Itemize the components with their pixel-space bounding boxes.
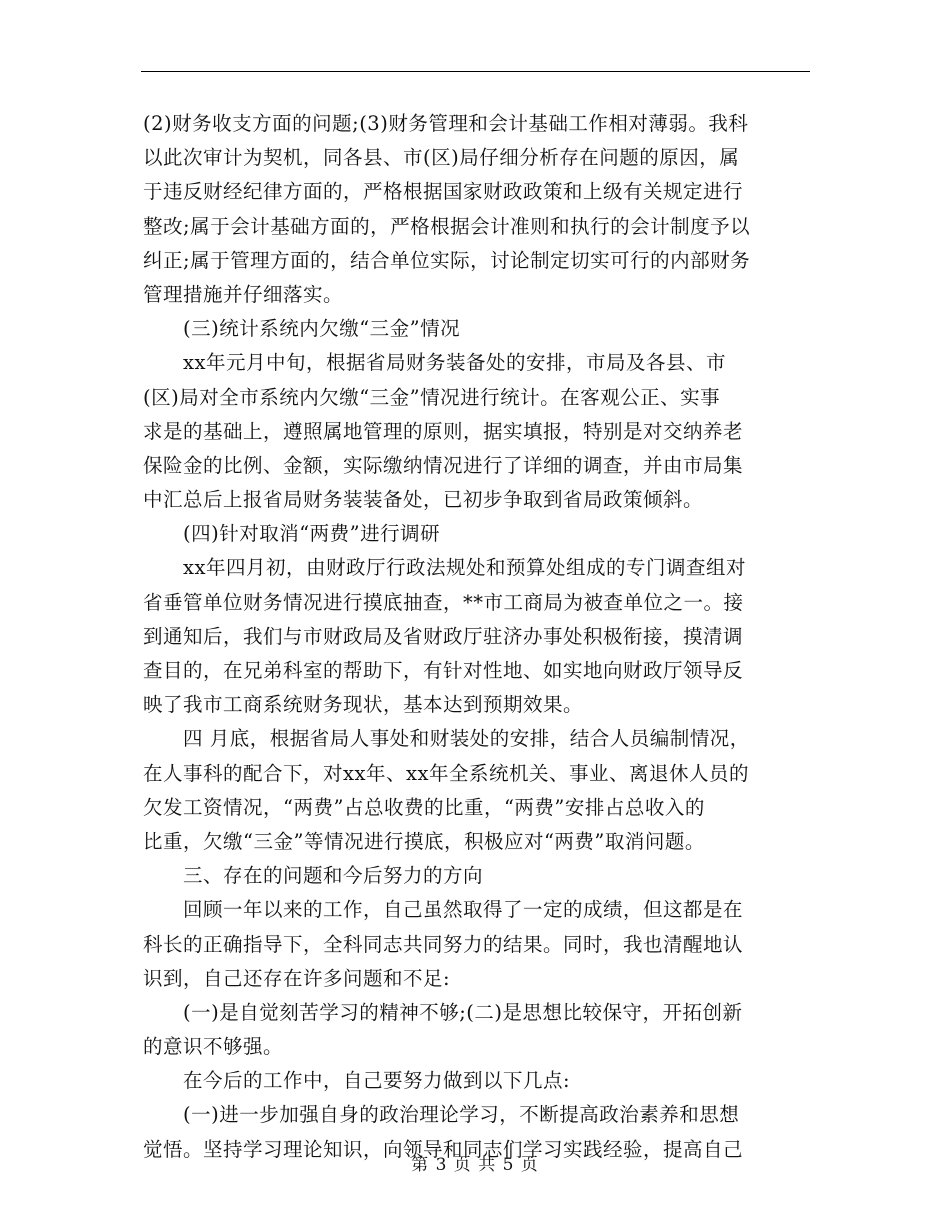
text-line: (一)进一步加强自身的政治理论学习，不断提高政治素养和思想 bbox=[183, 1103, 740, 1127]
text-line: (一)是自觉刻苦学习的精神不够;(二)是思想比较保守，开拓创新 bbox=[183, 1000, 743, 1024]
text-line: 求是的基础上，遵照属地管理的原则，据实填报，特别是对交纳养老 bbox=[143, 419, 744, 443]
text-line: 欠发工资情况，“两费”占总收费的比重，“两费”安排占总收入的 bbox=[143, 795, 705, 819]
text-line: 的意识不够强。 bbox=[143, 1035, 284, 1059]
text-line: (区)局对全市系统内欠缴“三金”情况进行统计。在客观公正、实事 bbox=[143, 385, 721, 409]
text-line: (2)财务收支方面的问题;(3)财务管理和会计基础工作相对薄弱。我科 bbox=[143, 112, 749, 135]
header-rule bbox=[141, 71, 810, 72]
text-line: 纠正;属于管理方面的，结合单位实际，讨论制定切实可行的内部财务 bbox=[143, 248, 751, 272]
text-line: 在今后的工作中，自己要努力做到以下几点: bbox=[183, 1069, 571, 1093]
text-line: 识到，自己还存在许多问题和不足: bbox=[143, 966, 451, 990]
text-line: 管理措施并仔细落实。 bbox=[143, 282, 344, 306]
document-body bbox=[143, 107, 813, 1167]
text-line: 觉悟。坚持学习理论知识，向领导和同志们学习实践经验，提高自己 bbox=[143, 1137, 744, 1161]
text-line: 保险金的比例、金额，实际缴纳情况进行了详细的调查，并由市局集 bbox=[143, 453, 744, 477]
text-line: 科长的正确指导下，全科同志共同努力的结果。同时，我也清醒地认 bbox=[143, 932, 744, 956]
text-line: 整改;属于会计基础方面的，严格根据会计准则和执行的会计制度予以 bbox=[143, 214, 751, 238]
text-line: 回顾一年以来的工作，自己虽然取得了一定的成绩，但这都是在 bbox=[183, 898, 744, 922]
text-line: xx年四月初，由财政厅行政法规处和预算处组成的专门调查组对 bbox=[183, 556, 746, 580]
text-line: 映了我市工商系统财务现状，基本达到预期效果。 bbox=[143, 693, 584, 717]
text-line: 四 月底，根据省局人事处和财装处的安排，结合人员编制情况， bbox=[183, 727, 750, 751]
text-line: 到通知后，我们与市财政局及省财政厅驻济办事处积极衔接，摸清调 bbox=[143, 624, 744, 648]
text-line: 于违反财经纪律方面的，严格根据国家财政政策和上级有关规定进行 bbox=[143, 180, 744, 204]
text-line: xx年元月中旬，根据省局财务装备处的安排，市局及各县、市 bbox=[183, 351, 726, 375]
page-number: 第 3 页 共 5 页 bbox=[411, 1155, 539, 1175]
text-line: 以此次审计为契机，同各县、市(区)局仔细分析存在问题的原因，属 bbox=[143, 146, 740, 170]
text-line: 比重，欠缴“三金”等情况进行摸底，积极应对“两费”取消问题。 bbox=[143, 829, 705, 853]
text-line: 中汇总后上报省局财务装装备处，已初步争取到省局政策倾斜。 bbox=[143, 488, 704, 512]
text-line: 省垂管单位财务情况进行摸底抽查，**市工商局为被查单位之一。接 bbox=[143, 590, 744, 614]
text-line: 查目的，在兄弟科室的帮助下，有针对性地、如实地向财政厅领导反 bbox=[143, 659, 744, 682]
section-heading: 三、存在的问题和今后努力的方向 bbox=[183, 864, 484, 888]
section-heading: (四)针对取消“两费”进行调研 bbox=[183, 522, 441, 546]
section-heading: (三)统计系统内欠缴“三金”情况 bbox=[183, 317, 461, 341]
text-line: 在人事科的配合下，对xx年、xx年全系统机关、事业、离退休人员的 bbox=[143, 761, 749, 785]
